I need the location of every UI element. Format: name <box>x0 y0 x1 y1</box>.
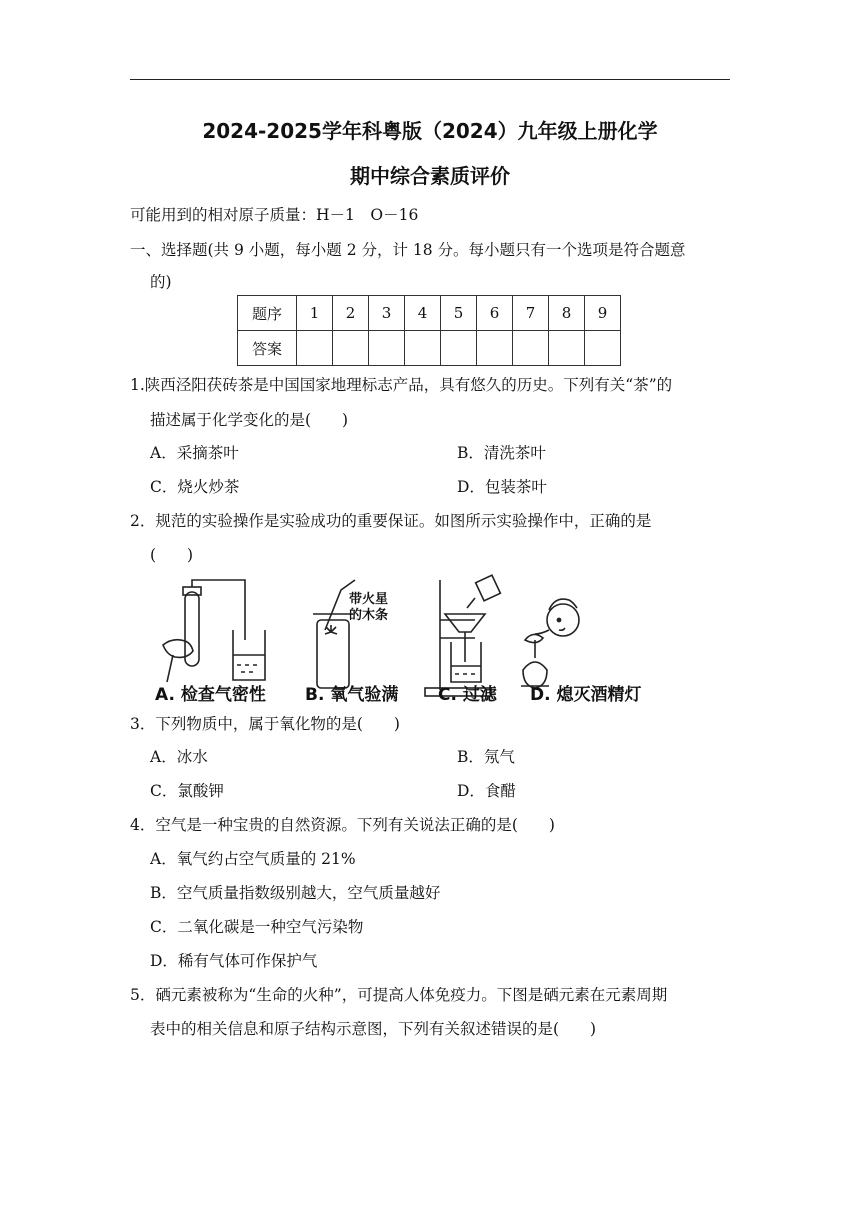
q2-option-a[interactable]: A. 检查气密性 <box>155 685 266 705</box>
answer-table-number-row <box>238 296 621 331</box>
q1-option-a[interactable]: A．采摘茶叶 <box>150 444 239 462</box>
table-number: 4 <box>405 296 441 331</box>
exam-title: 2024-2025学年科粤版（2024）九年级上册化学 <box>202 119 658 143</box>
answer-table-answer-row <box>238 331 621 366</box>
q4-option-b[interactable]: B．空气质量指数级别越大，空气质量越好 <box>150 884 441 902</box>
q3-option-a[interactable]: A．冰水 <box>150 748 208 766</box>
q4-stem: 4．空气是一种宝贵的自然资源。下列有关说法正确的是( ) <box>130 816 555 834</box>
q1-option-d[interactable]: D．包装茶叶 <box>457 478 547 496</box>
fig-label-line: 带火星 <box>349 592 389 607</box>
answer-cell[interactable] <box>549 331 585 366</box>
q5-stem-cont: 表中的相关信息和原子结构示意图，下列有关叙述错误的是( ) <box>150 1020 597 1038</box>
test-tube-icon <box>163 580 265 682</box>
q1-option-c[interactable]: C．烧火炒茶 <box>150 478 240 496</box>
alcohol-lamp-icon <box>521 599 579 688</box>
q5-stem: 5．硒元素被称为“生命的火种”，可提高人体免疫力。下图是硒元素在元素周期 <box>130 986 668 1004</box>
answer-cell[interactable] <box>477 331 513 366</box>
q2-stem: 2．规范的实验操作是实验成功的重要保证。如图所示实验操作中，正确的是 <box>130 512 652 530</box>
table-number: 7 <box>513 296 549 331</box>
q1-stem-cont: 描述属于化学变化的是( ) <box>150 411 349 429</box>
table-label-number: 题序 <box>238 296 297 331</box>
q3-option-b[interactable]: B．氖气 <box>457 748 515 766</box>
answer-cell[interactable] <box>405 331 441 366</box>
q1-stem: 1.陕西泾阳茯砖茶是中国国家地理标志产品，具有悠久的历史。下列有关“茶”的 <box>130 376 673 394</box>
answer-cell[interactable] <box>297 331 333 366</box>
q3-stem: 3．下列物质中，属于氧化物的是( ) <box>130 715 400 733</box>
table-number: 3 <box>369 296 405 331</box>
answer-table <box>237 295 621 366</box>
answer-cell[interactable] <box>369 331 405 366</box>
q2-option-d[interactable]: D. 熄灭酒精灯 <box>530 685 642 705</box>
q2-option-c[interactable]: C. 过滤 <box>438 685 497 705</box>
q3-option-d[interactable]: D．食醋 <box>457 782 516 800</box>
q4-option-d[interactable]: D．稀有气体可作保护气 <box>150 952 318 970</box>
section-heading: 一、选择题(共 9 小题，每小题 2 分，计 18 分。每小题只有一个选项是符合题意 <box>130 241 686 259</box>
q4-option-c[interactable]: C．二氧化碳是一种空气污染物 <box>150 918 364 936</box>
table-number: 5 <box>441 296 477 331</box>
filtration-apparatus-icon <box>425 575 500 696</box>
table-number: 2 <box>333 296 369 331</box>
answer-cell[interactable] <box>333 331 369 366</box>
q2-option-b[interactable]: B. 氧气验满 <box>305 685 399 705</box>
q2-stem-cont: ( ) <box>150 546 194 564</box>
table-number: 1 <box>297 296 333 331</box>
answer-cell[interactable] <box>585 331 621 366</box>
atomic-mass-note: 可能用到的相对原子质量：H－1 O－16 <box>130 206 419 224</box>
answer-cell[interactable] <box>441 331 477 366</box>
q3-option-c[interactable]: C．氯酸钾 <box>150 782 224 800</box>
fig-label-glowing-splint <box>349 592 388 624</box>
exam-subtitle: 期中综合素质评价 <box>350 164 510 188</box>
table-number: 9 <box>585 296 621 331</box>
top-rule <box>130 79 730 80</box>
q1-option-b[interactable]: B．清洗茶叶 <box>457 444 546 462</box>
q4-option-a[interactable]: A．氧气约占空气质量的 21% <box>150 850 356 868</box>
section-heading-cont: 的) <box>150 273 172 291</box>
fig-label-line: 的木条 <box>349 608 389 623</box>
answer-cell[interactable] <box>513 331 549 366</box>
table-number: 6 <box>477 296 513 331</box>
table-number: 8 <box>549 296 585 331</box>
table-label-answer: 答案 <box>238 331 297 366</box>
